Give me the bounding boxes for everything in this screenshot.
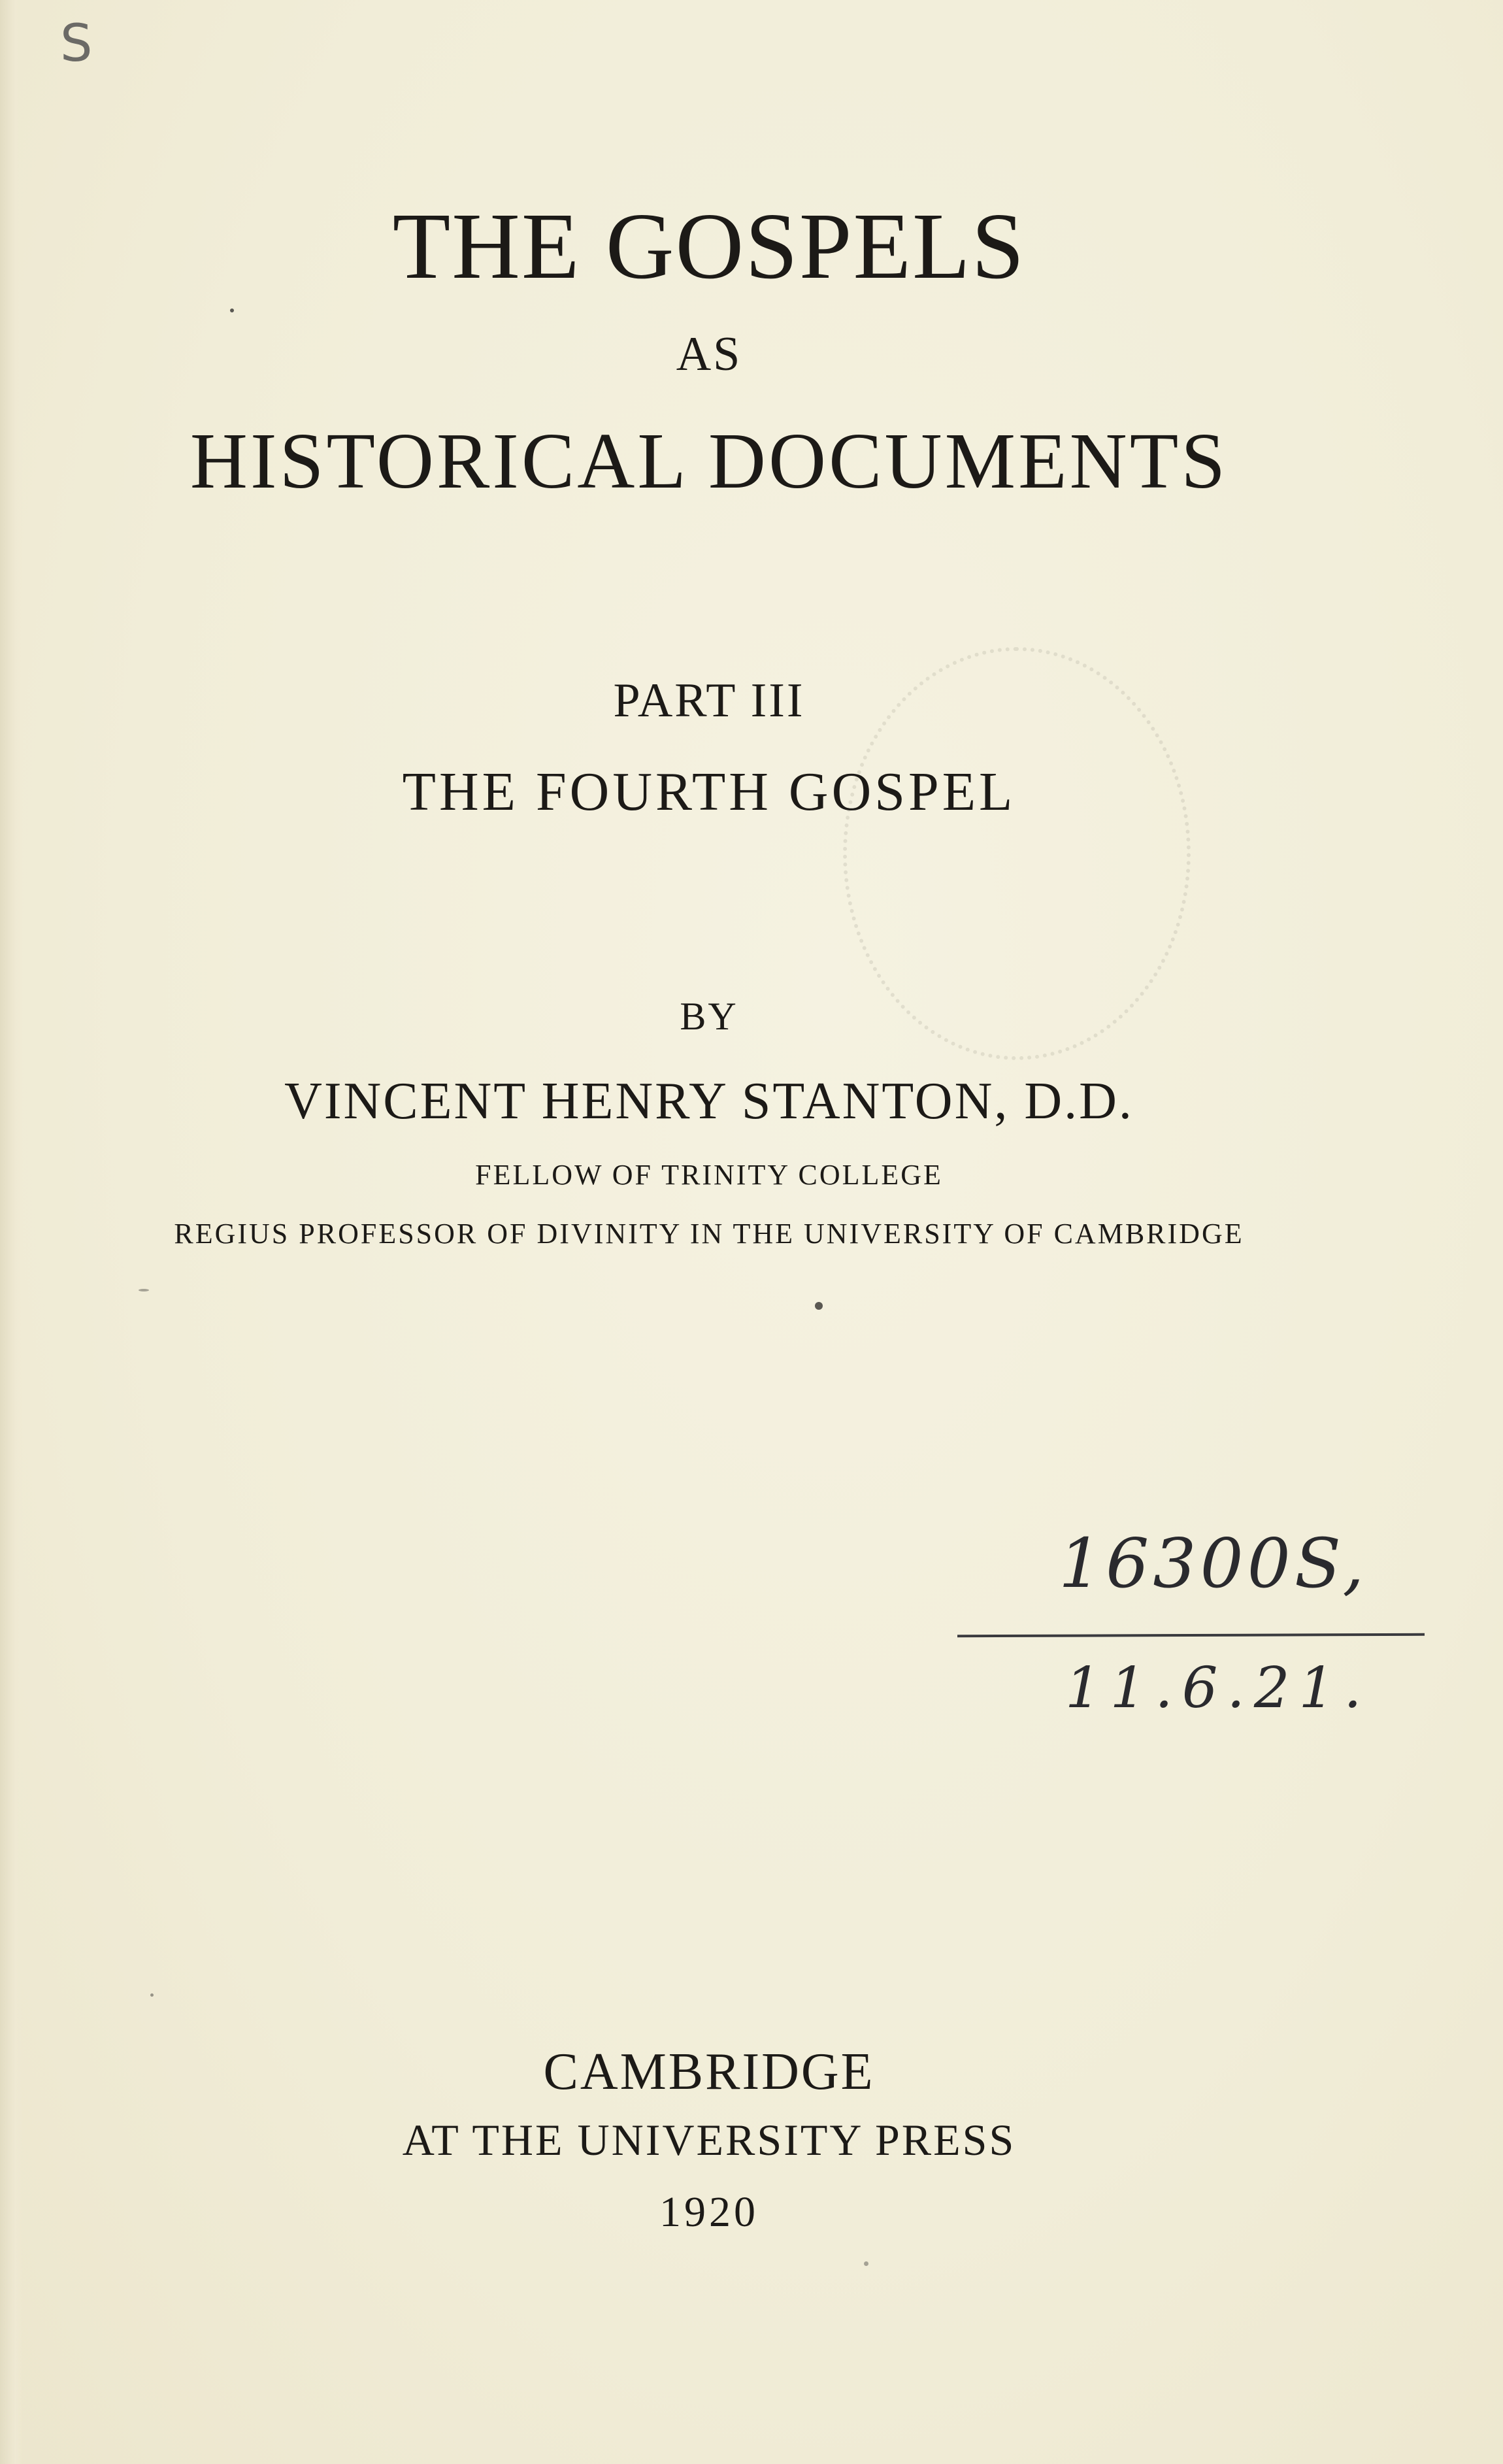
title-line-2: AS [676, 327, 742, 381]
part-number: PART III [613, 674, 805, 727]
paper-speck [815, 1302, 823, 1310]
paper-speck [230, 308, 234, 312]
by-line: BY [680, 995, 738, 1038]
author-affiliation-2: REGIUS PROFESSOR OF DIVINITY IN THE UNIVERSITY OF CAMBRIDGE [174, 1218, 1244, 1250]
title-line-1: THE GOSPELS [392, 194, 1026, 299]
title-line-3: HISTORICAL DOCUMENTS [190, 417, 1229, 505]
paper-speck [150, 1993, 154, 1997]
subtitle: THE FOURTH GOSPEL [402, 761, 1016, 822]
paper-speck [139, 1289, 149, 1291]
handwritten-divider-line [957, 1633, 1425, 1637]
paper-speck [864, 2261, 868, 2266]
author-affiliation-1: FELLOW OF TRINITY COLLEGE [475, 1159, 943, 1191]
handwritten-date: 11.6.21. [1065, 1656, 1371, 1721]
corner-mark: S [60, 14, 93, 73]
handwritten-accession-number: 16300S, [1059, 1523, 1368, 1603]
imprint-press: AT THE UNIVERSITY PRESS [402, 2115, 1016, 2165]
imprint-year: 1920 [659, 2188, 759, 2236]
author-name: VINCENT HENRY STANTON, D.D. [284, 1073, 1134, 1130]
imprint-city: CAMBRIDGE [543, 2043, 875, 2101]
